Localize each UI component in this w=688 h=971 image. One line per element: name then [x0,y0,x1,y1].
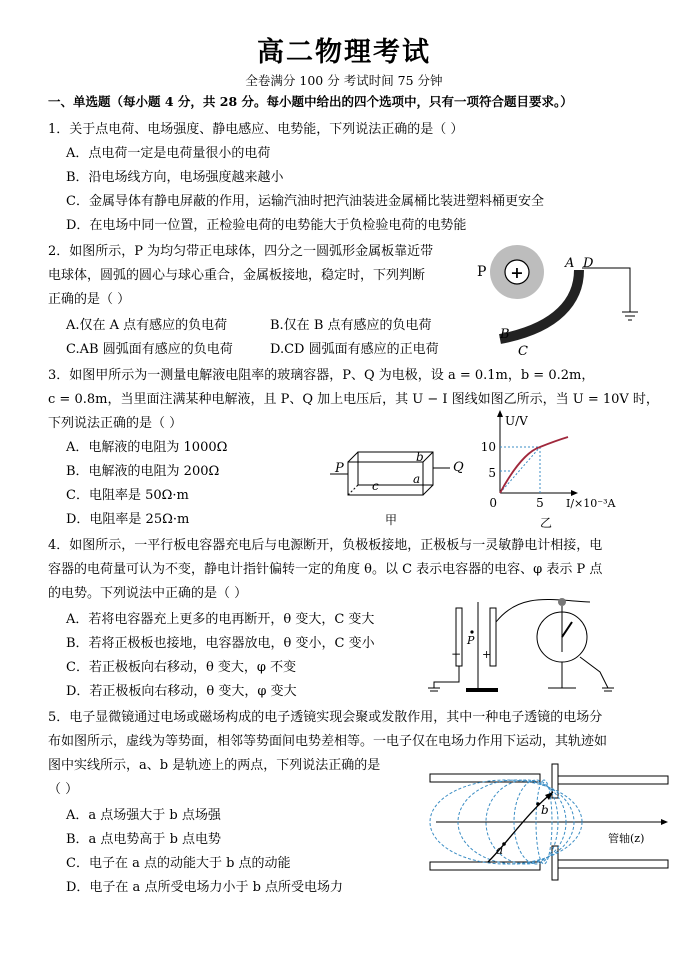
caption-jia: 甲 [385,513,398,527]
q4-stem-line3: 的电势。下列说法中正确的是（ ） [48,586,248,601]
q5-option-b: B．a 点电势高于 b 点电势 [66,832,222,847]
q2-stem-line2: 电球体，圆弧的圆心与球心重合，金属板接地，稳定时，下列判断 [48,268,426,283]
label-d: D [583,256,594,271]
q5-option-a: A．a 点场强大于 b 点场强 [66,808,221,823]
label-p: P [477,264,487,280]
q1-option-c: C．金属导体有静电屏蔽的作用，运输汽油时把汽油装进金属桶比装进塑料桶更安全 [66,194,544,209]
label-a: A [565,256,575,271]
label-b: b [416,450,424,464]
label-q: Q [453,460,464,475]
plus-sign: + [510,263,524,282]
box-edge-1 [348,452,358,462]
q3-stem-line3: 下列说法正确的是（ ） [48,416,183,431]
q3-option-c: C．电阻率是 50Ω·m [66,488,189,503]
q3-figure-yi [478,405,623,530]
q3-option-a: A．电解液的电阻为 1000Ω [66,440,228,455]
neg-ground-wire [434,666,459,688]
box-edge-4 [348,485,358,495]
label-c: C [518,344,528,359]
exam-info: 全卷满分 100 分 考试时间 75 分钟 [245,73,443,88]
y-axis-label: U/V [505,414,528,428]
q4-stem-line2: 容器的电荷量可认为不变，静电计指针偏转一定的角度 θ。以 C 表示电容器的电容、φ 表示 P 点 [48,562,603,577]
label-p: P [335,461,344,476]
electrometer-knob [558,598,566,606]
q3-stem-line1: 3．如图甲所示为一测量电解液电阻率的玻璃容器，P、Q 为电极，设 a = 0.1m，b = 0.2m， [48,368,595,383]
q3-option-b: B．电解液的电阻为 200Ω [66,464,220,479]
q5-stem-line3: 图中实线所示，a、b 是轨迹上的两点，下列说法正确的是 [48,758,381,773]
q3-option-d: D．电阻率是 25Ω·m [66,512,190,527]
y-tick-10: 10 [480,440,496,454]
label-p: P [467,634,475,647]
y-arrow [497,410,503,417]
electrode-bottom-right [558,860,668,868]
x-tick-5: 5 [536,496,544,510]
q5-stem-line4: （ ） [48,782,79,797]
label-b: b [541,803,549,817]
q3-figure-jia [330,440,475,530]
connect-wire [496,600,590,622]
plus-sign: + [482,648,492,661]
caption-yi: 乙 [540,516,553,530]
label-b: B [500,327,510,342]
q3-stem-line2: c = 0.8m，当里面注满某种电解液，且 P、Q 加上电压后，其 U − I 图线如图乙所示，当 U = 10V 时， [48,392,659,407]
u-i-curve [500,437,568,493]
q1-option-a: A．点电荷一定是电荷量很小的电荷 [66,146,271,161]
x-tick-0: 0 [489,496,497,510]
q5-stem-line1: 5．电子显微镜通过电场或磁场构成的电子透镜实现会聚或发散作用，其中一种电子透镜的电场分 [48,710,603,725]
meter-ground-wire [580,657,608,688]
q4-option-d: D．若正极板向右移动，θ 变大，φ 变大 [66,684,297,699]
section-heading: 一、单选题（每小题 4 分，共 28 分。每小题中给出的四个选项中，只有一项符合题目要求。） [48,94,573,109]
secant-line [500,447,540,493]
q2-option-c: C.AB 圆弧面有感应的负电荷 [66,342,233,357]
q5-figure [428,762,673,882]
q2-option-d: D.CD 圆弧面有感应的正电荷 [270,342,439,357]
x-axis-label: I/×10⁻³A [566,497,616,510]
q1-stem: 1．关于点电荷、电场强度、静电感应、电势能，下列说法正确的是（ ） [48,122,464,137]
point-b [536,802,540,806]
y-tick-5: 5 [488,466,496,480]
q4-option-a: A．若将电容器充上更多的电再断开，θ 变大，C 变大 [66,612,375,627]
q2-stem-line3: 正确的是（ ） [48,292,131,307]
x-arrow [571,490,578,496]
q4-option-c: C．若正极板向右移动，θ 变大，φ 不变 [66,660,297,675]
ground-wire [582,268,630,312]
electrode-top-right [558,776,668,784]
electrometer-needle [562,622,572,637]
q4-figure [420,592,620,702]
box-edge-2 [423,452,433,462]
q2-figure [470,240,650,365]
q4-stem-line1: 4．如图所示，一平行板电容器充电后与电源断开，负极板接地，正极板与一灵敏静电计相接，电 [48,538,603,553]
stand-base [466,688,498,692]
axis-label: 管轴(z) [608,832,645,845]
label-a: a [496,843,504,857]
q1-option-b: B．沿电场线方向，电场强度越来越小 [66,170,284,185]
q5-stem-line2: 布如图所示，虚线为等势面，相邻等势面间电势差相等。一电子仅在电场力作用下运动，其轨迹如 [48,734,608,749]
axis-arrow [661,819,668,825]
page-title: 高二物理考试 [257,37,431,68]
q2-option-a: A.仅在 A 点有感应的负电荷 [66,318,228,333]
q4-option-b: B．若将正极板也接地，电容器放电，θ 变小，C 变小 [66,636,375,651]
q2-option-b: B.仅在 B 点有感应的负电荷 [270,318,432,333]
box-front [348,462,423,495]
minus-sign: − [451,647,462,661]
q5-option-d: D．电子在 a 点所受电场力小于 b 点所受电场力 [66,880,344,895]
label-a: a [413,472,421,486]
q2-stem-line1: 2．如图所示，P 为均匀带正电球体，四分之一圆弧形金属板靠近带 [48,244,434,259]
q5-option-c: C．电子在 a 点的动能大于 b 点的动能 [66,856,291,871]
box-edge-3 [423,485,433,495]
q1-option-d: D．在电场中同一位置，正检验电荷的电势能大于负检验电荷的电势能 [66,218,467,233]
label-c: c [372,479,379,493]
